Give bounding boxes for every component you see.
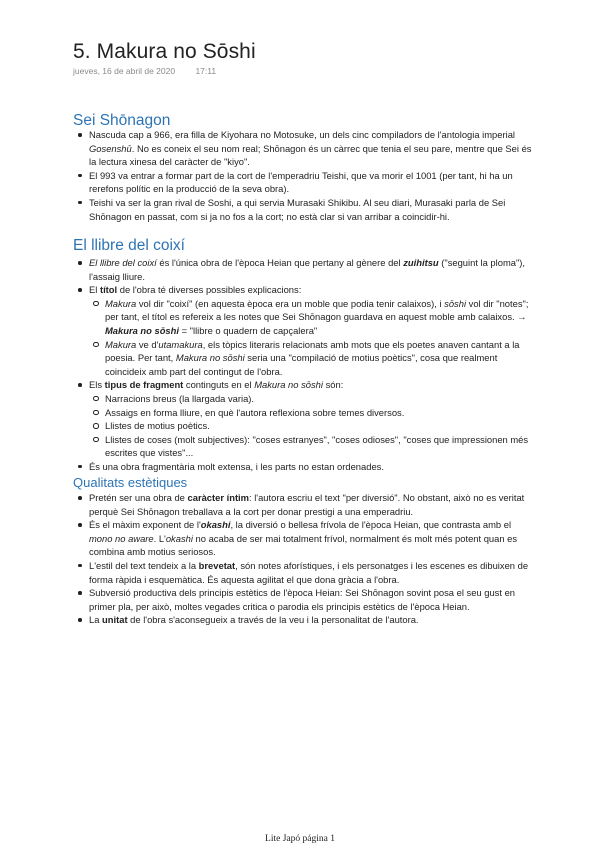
list-item: L'estil del text tendeix a la brevetat, són notes aforístiques, i els personatges i les escenes es dibuixen de forma ràpida i esquemàtica. És aquesta agilitat el que dona gràcia a l'obra. bbox=[73, 559, 533, 586]
heading-sei-shonagon: Sei Shōnagon bbox=[73, 112, 171, 129]
list-item: Subversió productiva dels principis estètics de l'època Heian: Sei Shōnagon sovint posa el seu gust en primer pla, per això, moltes vegades critica o parodia els principis estètics de l'època Heian. bbox=[73, 586, 533, 613]
list-sei-shonagon bbox=[73, 128, 533, 223]
list-item: Teishi va ser la gran rival de Soshi, a qui servia Murasaki Shikibu. Al seu diari, Murasaki parla de Sei Shōnagon en passat, com si ja no fos a la cort; no està clar si van arribar a coincidir-hi. bbox=[73, 196, 533, 223]
list-llibre-coixi bbox=[73, 256, 533, 474]
page-meta bbox=[73, 66, 216, 76]
list-item: La unitat de l'obra s'aconsegueix a través de la veu i la personalitat de l'autora. bbox=[73, 613, 533, 627]
list-item: Els tipus de fragment continguts en el Makura no sōshi són: Narracions breus (la llargada varia). Assaigs en forma lliure, en què l'autora reflexiona sobre temes diversos. Llistes de motius poètics. Llistes de coses (molt subjectives): "coses estranyes", "coses odioses", "coses que impressionen més escrites que vistes"... bbox=[73, 378, 533, 460]
page-time: 17:11 bbox=[195, 66, 217, 76]
heading-qualitats-estetiques: Qualitats estètiques bbox=[73, 475, 188, 490]
sublist-titol bbox=[89, 297, 533, 379]
sublist-item: Narracions breus (la llargada varia). bbox=[89, 392, 533, 406]
sublist-item: Makura ve d'utamakura, els tòpics literaris relacionats amb mots que els poetes anaven cantant a la poesia. Per tant, Makura no sōshi seria una "compilació de motius poètics", cosa que realment coincideix amb part del contingut de l'obra. bbox=[89, 338, 533, 379]
page-title: 5. Makura no Sōshi bbox=[73, 40, 256, 63]
list-item: El títol de l'obra té diverses possibles explicacions: Makura vol dir "coixí" (en aquesta època era un moble que podia tenir calaixos), i sōshi vol dir "notes"; per tant, el títol es refereix a les notes que Sei Shōnagon guardava en aquest moble amb calaixos. → Makura no sōshi = "llibre o quadern de capçalera" Makura ve d'utamakura, els tòpics literaris relacionats amb mots que els poetes anaven cantant a la poesia. Per tant, Makura no sōshi seria una "compilació de motius poètics", cosa que realment coincideix amb part del contingut de l'obra. bbox=[73, 283, 533, 378]
sublist-item: Llistes de motius poètics. bbox=[89, 419, 533, 433]
list-item: El llibre del coixí és l'única obra de l'època Heian que pertany al gènere del zuihitsu ("seguint la ploma"), l'assaig lliure. bbox=[73, 256, 533, 283]
sublist-item: Makura vol dir "coixí" (en aquesta època era un moble que podia tenir calaixos), i sōshi vol dir "notes"; per tant, el títol es refereix a les notes que Sei Shōnagon guardava en aquest moble amb calaixos. → Makura no sōshi = "llibre o quadern de capçalera" bbox=[89, 297, 533, 338]
list-item: És el màxim exponent de l'okashi, la diversió o bellesa frívola de l'època Heian, que contrasta amb el mono no aware. L'okashi no acaba de ser mai totalment frívol, normalment és molt més potent quan es combina amb motius seriosos. bbox=[73, 518, 533, 559]
list-item: El 993 va entrar a formar part de la cort de l'emperadriu Teishi, que va morir el 1001 (per tant, hi ha un rerefons polític en la producció de la seva obra). bbox=[73, 169, 533, 196]
sublist-item: Assaigs en forma lliure, en què l'autora reflexiona sobre temes diversos. bbox=[89, 406, 533, 420]
page-footer: Lite Japó página 1 bbox=[265, 834, 335, 844]
sublist-item: Llistes de coses (molt subjectives): "coses estranyes", "coses odioses", "coses que impressionen més escrites que vistes"... bbox=[89, 433, 533, 460]
list-item: Nascuda cap a 966, era filla de Kiyohara no Motosuke, un dels cinc compiladors de l'antologia imperial Gosenshū. No es coneix el seu nom real; Shōnagon és un càrrec que tenia el seu pare, mentre que Sei és la lectura xinesa del caràcter de "kiyo". bbox=[73, 128, 533, 169]
heading-llibre-coixi: El llibre del coixí bbox=[73, 237, 185, 254]
list-item: És una obra fragmentària molt extensa, i les parts no estan ordenades. bbox=[73, 460, 533, 474]
sublist-fragments bbox=[89, 392, 533, 460]
list-item: Pretén ser una obra de caràcter íntim: l'autora escriu el text "per diversió". No obstant, això no es veritat perquè Sei Shōnagon treballava a la cort per donar prestigi a una emperadriu. bbox=[73, 491, 533, 518]
page-date: jueves, 16 de abril de 2020 bbox=[73, 66, 176, 76]
list-qualitats bbox=[73, 491, 533, 627]
